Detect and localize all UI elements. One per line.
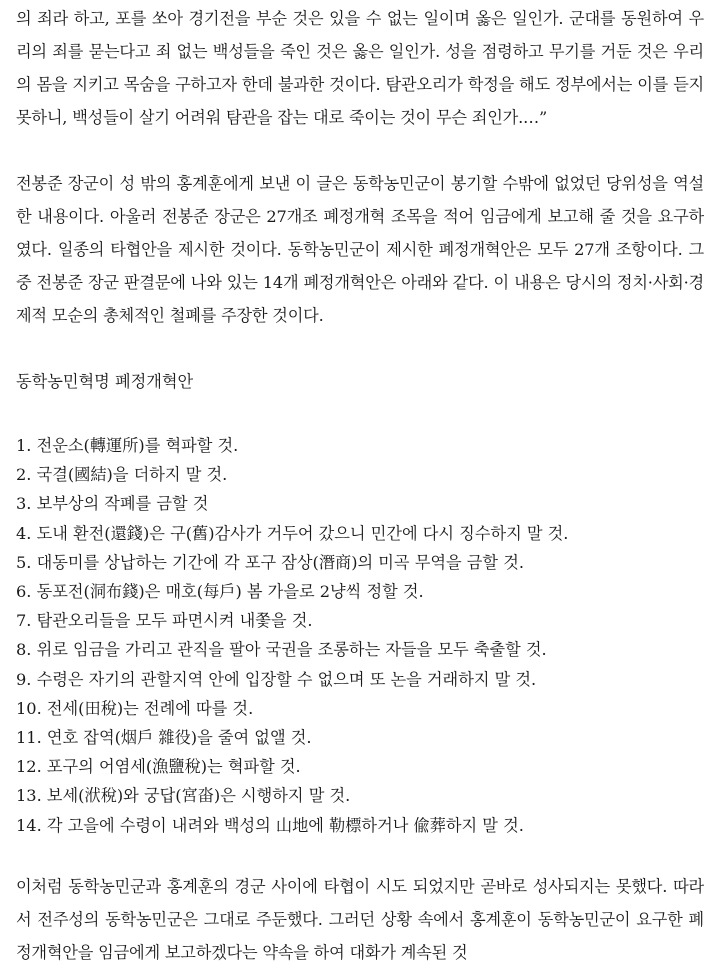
list-item: 6. 동포전(洞布錢)은 매호(每戶) 봄 가을로 2냥씩 정할 것. [16,582,424,602]
list-item: 7. 탐관오리들을 모두 파면시켜 내쫓을 것. [16,611,313,631]
list-item: 4. 도내 환전(還錢)은 구(舊)감사가 거두어 갔으니 민간에 다시 징수하지 말 것. [16,523,569,543]
paragraph-context: 전봉준 장군이 성 밖의 홍계훈에게 보낸 이 글은 동학농민군이 봉기할 수밖에 없었던 당위성을 역설한 내용이다. 아울러 전봉준 장군은 27개조 폐정개혁 조목을 적어 임금에게 보고해 줄 것을 요구하였다. 일종의 타협안을 제시한 것이다. 동학농민군이 제시한 폐정개혁안은 모두 27개 조항이다. 그 중 전봉준 장군 판결문에 나와 있는 14개 폐정개혁안은 아래와 같다. 이 내용은 당시의 정치·사회·경제적 모순의 총체적인 철폐를 주장한 것이다. [16,174,704,325]
list-item: 5. 대동미를 상납하는 기간에 각 포구 잠상(潛商)의 미곡 무역을 금할 것. [16,552,524,572]
list-item: 1. 전운소(轉運所)를 혁파할 것. [16,436,239,455]
list-item: 10. 전세(田稅)는 전례에 따를 것. [16,698,254,718]
paragraph-aftermath: 이처럼 동학농민군과 홍계훈의 경군 사이에 타협이 시도 되었지만 곧바로 성사되지는 못했다. 따라서 전주성의 동학농민군은 그대로 주둔했다. 그러던 상황 속에서 홍계훈이 동학농민군이 요구한 폐정개혁안을 임금에게 보고하겠다는 약속을 하여 대화가 계속된 것 [16,876,704,962]
list-item: 11. 연호 잡역(烟戶 雜役)을 줄여 없앨 것. [16,728,312,748]
list-item: 13. 보세(洑稅)와 궁답(宮畓)은 시행하지 말 것. [16,786,351,806]
list-item: 2. 국결(國結)을 더하지 말 것. [16,465,228,485]
list-item: 12. 포구의 어염세(漁鹽稅)는 혁파할 것. [16,757,301,777]
document-page [16,0,704,969]
list-item: 14. 각 고을에 수령이 내려와 백성의 山地에 勒標하거나 偸葬하지 말 것. [16,815,524,835]
list-item: 3. 보부상의 작폐를 금할 것 [16,494,209,514]
list-item: 9. 수령은 자기의 관할지역 안에 입장할 수 없으며 또 논을 거래하지 말 것. [16,669,537,689]
paragraph-quote-end: 의 죄라 하고, 포를 쏘아 경기전을 부순 것은 있을 수 없는 일이며 옳은 일인가. 군대를 동원하여 우리의 죄를 묻는다고 죄 없는 백성들을 죽인 것은 옳은 일인가. 성을 점령하고 무기를 거둔 것은 우리의 몸을 지키고 목숨을 구하고자 한데 불과한 것이다. 탐관오리가 학정을 해도 정부에서는 이를 듣지 못하니, 백성들이 살기 어려워 탐관을 잡는 대로 죽이는 것이 무슨 죄인가.…” [16,9,704,127]
section-heading: 동학농민혁명 폐정개혁안 [16,372,194,391]
reform-list [16,431,704,840]
list-item: 8. 위로 임금을 가리고 관직을 팔아 국권을 조롱하는 자들을 모두 축출할 것. [16,640,547,660]
